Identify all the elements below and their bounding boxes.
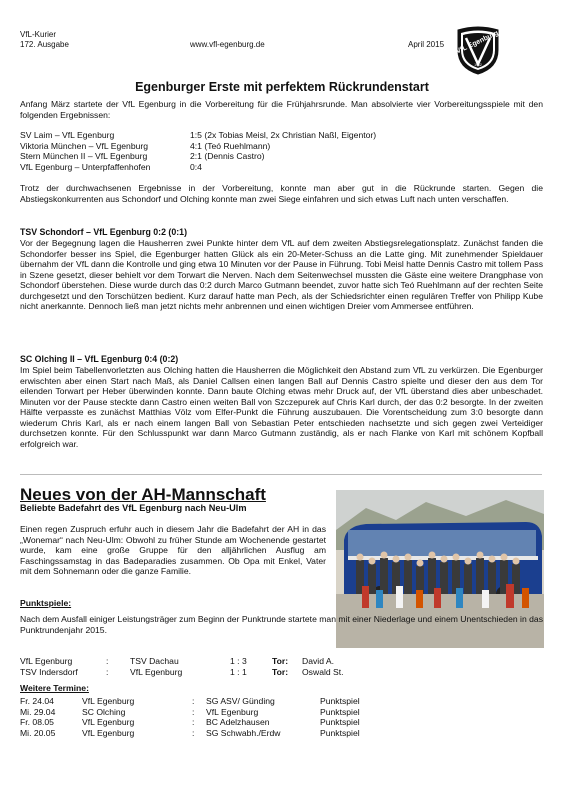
match2-section [20,354,543,449]
match1-text: Vor der Begegnung lagen die Hausherren zwei Punkte hinter dem VfL auf dem zweiten Abstiegsrelegationsplatz. Zunächst fanden die Schondorfer besser ins Spiel, die Egenburger hatten Glück als ein 20-Meter-Schuss an die Latte ging. Mit zunehmender Spieldauer übernahm der VfL dann die Kontrolle und ging etwa 10 Minuten vor der Pause in Führung. Tobi Meisl hatte Dennis Castro mit tollem Pass in Szene gesetzt, dieser behielt vor dem Torwart die Nerven. Nach dem Seitenwechsel mussten die Gäste eine weitere Drangphase von Schondorf überstehen. Diese wurde durch das 0:2 durch Marco Gutmann beendet, zuvor hatte sich Teó Ruehlmann auf der rechten Seite durchgesetzt und den Torschützen bedient. Kurz darauf hatte man Pech, als der Schiedsrichter einen regulären Treffer von Philipp Kube nicht anerkannte. Dennoch ließ man jetzt nichts mehr anbrennen und einen wichtigen Dreier vom Ammersee entführen. [20,238,543,311]
ah-title: Neues von der AH-Mannschaft [20,485,266,504]
website-url: www.vfl-egenburg.de [190,40,265,49]
issue-number: 172. Ausgabe [20,40,69,49]
club-logo-icon [454,24,502,76]
logo-text: VfL Egenburg [455,29,500,56]
match1-section [20,227,543,312]
results-list [20,130,543,172]
match2-heading: SC Olching II – VfL Egenburg 0:4 (0:2) [20,354,179,364]
section-divider [20,474,542,475]
ah-text: Einen regen Zuspruch erfuhr auch in diesem Jahr die Badefahrt der AH in das „Wonemar“ nach Neu-Ulm: Obwohl zu früher Stunde am Wochenende gestartet wurde, kam eine große Gruppe für den alljährlichen Ausflug am Faschingssamstag in das Badeparadies zusammen. Ob Opa mit Enkel, Vater mit dem Sohnemann oder die ganze Familie. [20,524,326,576]
article-title: Egenburger Erste mit perfektem Rückrundenstart [135,80,429,94]
article-summary: Trotz der durchwachsenen Ergebnisse in der Vorbereitung, konnte man aber gut in die Rückrunde starten. Gegen die Abstiegskonkurrenten aus Schondorf und Olching konnte man zwei Siege einfahren und sich etwas Luft nach unten verschaffen. [20,183,543,204]
article-intro: Anfang März startete der VfL Egenburg in die Vorbereitung für die Frühjahrsrunde. Man absolvierte vier Vorbereitungsspiele mit den folgenden Ergebnissen: [20,99,543,120]
result-row: VfL Egenburg – Unterpfaffenhofen 0:4 [20,161,202,172]
result-row: Viktoria München – VfL Egenburg 4:1 (Teó Ruehlmann) [20,140,271,151]
result-row: Stern München II – VfL Egenburg 2:1 (Dennis Castro) [20,151,265,161]
punktspiele-text: Nach dem Ausfall einiger Leistungsträger zum Beginn der Punktrunde startete man mit einer Niederlage und einem Unentschieden in das Punktrundenjahr 2015. [20,614,543,635]
result-row: SV Laim – VfL Egenburg 1:5 (2x Tobias Meisl, 2x Christian Naßl, Eigentor) [20,130,377,140]
publication-name: VfL-Kurier [20,30,57,39]
issue-date: April 2015 [408,40,445,49]
logo-year: 1962 [474,63,482,67]
header-left [20,30,69,50]
punktspiele-heading: Punktspiele: [20,598,72,608]
termine-heading: Weitere Termine: [20,683,89,693]
match1-heading: TSV Schondorf – VfL Egenburg 0:2 (0:1) [20,227,187,237]
ah-subtitle: Beliebte Badefahrt des VfL Egenburg nach Neu-Ulm [20,503,247,513]
match2-text: Im Spiel beim Tabellenvorletzten aus Olching hatten die Hausherren die Möglichkeit den Abstand zum VfL zu verkürzen. Die Egenburger erwischten aber einen Start nach Maß, als Daniel Callsen einen langen Ball auf Dennis Castro spielte und dieser den aus dem Tor eilenden Torwart per Heber überwinden konnte. Dann baute Olching etwas mehr Druck auf, der VfL überstand dies aber unbeschadet. Minuten vor der Pause steckte dann Castro einen weiten Ball von Szczepurek auf Chris Karl durch, der das 0:2 besorgte. In der zweiten Hälfte verpasste es zunächst Matthias Völz vom Elfer-Punkt die Führung auszubauen. Die Vorentscheidung zum 3:0 besorgte dann wiederum Chris Karl, als er nach einem langen Ball von Sebastian Peter entschieden nachsetzte und sich gegen zwei Verteidiger durchsetzen konnte. Für den Schlusspunkt war dann Marco Gutmann zuständig, als er nach Flanke von Karl mit schönem Kopfball erfolgreich war. [20,365,543,449]
